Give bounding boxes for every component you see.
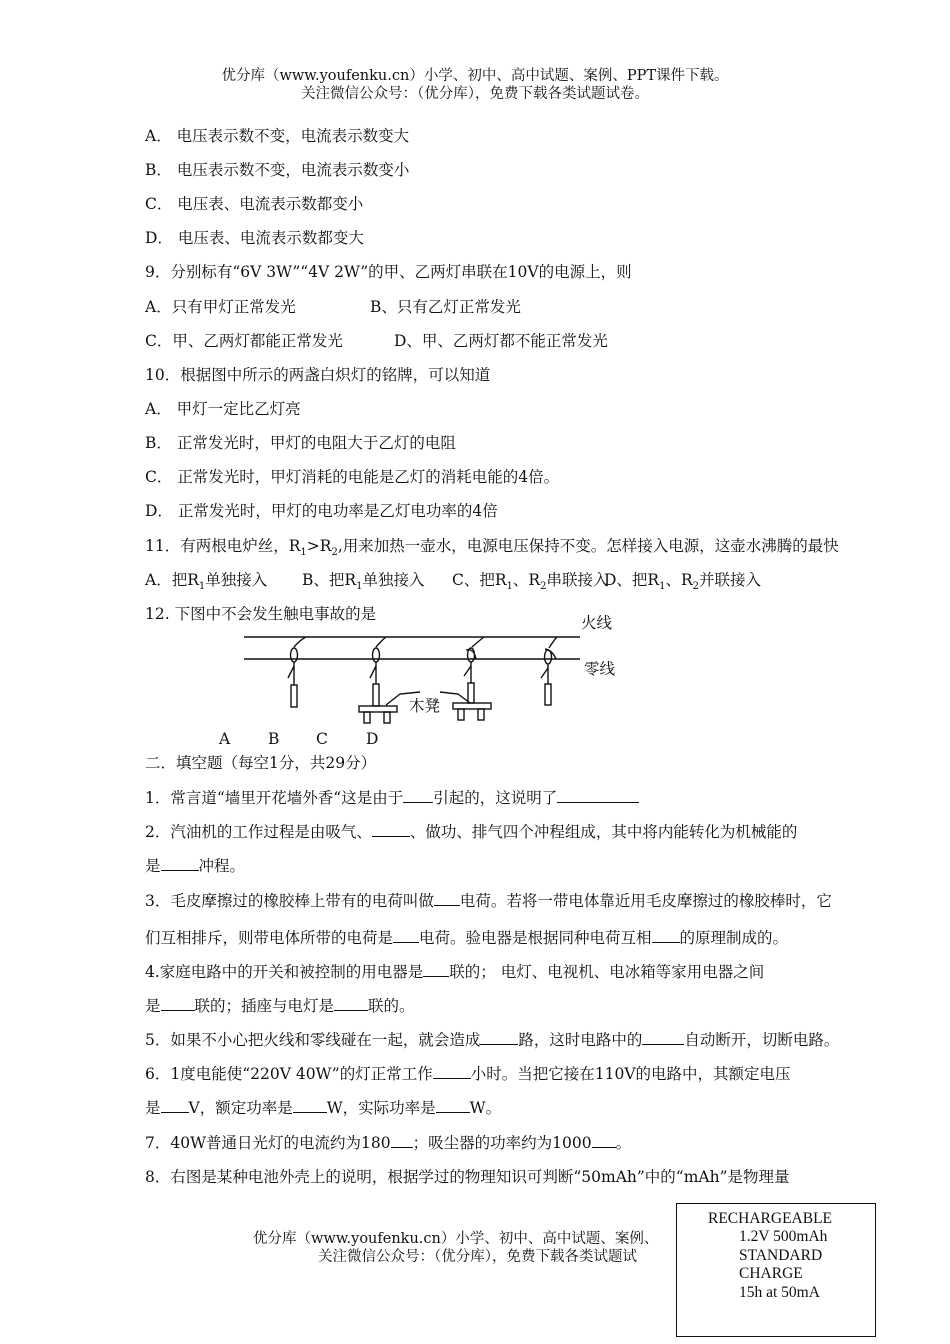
stool-label: 木凳 xyxy=(409,697,441,715)
blank[interactable] xyxy=(642,1030,684,1045)
blank[interactable] xyxy=(334,996,368,1011)
fill-q4-line2: 是 联的；插座与电灯是 联的。 xyxy=(145,997,415,1015)
fill-q1: 1．常言道“墙里开花墙外香“这是由于 引起的，这说明了 xyxy=(145,788,639,808)
q8-option-c: C． 电压表、电流表示数都变小 xyxy=(145,195,364,213)
q9-stem: 9．分别标有“6V 3W”“4V 2W”的甲、乙两灯串联在10V的电源上，则 xyxy=(145,263,632,281)
q10-option-c: C． 正常发光时，甲灯消耗的电能是乙灯的消耗电能的4倍。 xyxy=(145,468,560,486)
q11-stem: 11．有两根电炉丝，$R_1>R_2$,用来加热一壶水，电源电压保持不变。怎样接入电源，这壶水沸腾的最快 xyxy=(145,537,839,559)
blank[interactable] xyxy=(393,928,419,943)
page-header-line1: 优分库（www.youfenku.cn）小学、初中、高中试题、案例、PPT课件下载。 xyxy=(221,68,729,84)
diagram-label-b: B xyxy=(268,730,280,748)
q12-stem: 12. 下图中不会发生触电事故的是 xyxy=(145,605,377,623)
fill-q2-line2: 是 冲程。 xyxy=(145,857,246,875)
blank[interactable] xyxy=(423,962,449,977)
q10-stem: 10．根据图中所示的两盏白炽灯的铭牌，可以知道 xyxy=(145,366,491,384)
fill-q6-line2: 是 V，额定功率是 W，实际功率是 W。 xyxy=(145,1099,502,1117)
battery-label-line2: 1.2V 500mAh xyxy=(739,1228,828,1245)
blank[interactable] xyxy=(434,891,460,906)
blank[interactable] xyxy=(161,996,195,1011)
live-wire-label: 火线 xyxy=(581,614,613,632)
blank[interactable] xyxy=(293,1098,327,1113)
stool-c xyxy=(453,703,491,720)
fill-q3-line2: 们互相排斥，则带电体所带的电荷是 电荷。验电器是根据同种电荷互相 的原理制成的。 xyxy=(145,929,789,947)
q11-option-d: D、把$R_1$、$R_2$并联接入 xyxy=(604,571,762,593)
page-footer-line1: 优分库（www.youfenku.cn）小学、初中、高中试题、案例、 xyxy=(253,1231,659,1247)
stool-b xyxy=(359,706,397,723)
blank[interactable] xyxy=(652,928,680,943)
q10-option-d: D． 正常发光时，甲灯的电功率是乙灯电功率的4倍 xyxy=(145,502,498,520)
q11-option-c: C、把$R_1$、$R_2$串联接入 xyxy=(452,571,609,593)
fill-q4-line1: 4.家庭电路中的开关和被控制的用电器是 联的； 电灯、电视机、电冰箱等家用电器之间 xyxy=(145,963,765,981)
q8-option-b: B． 电压表示数不变，电流表示数变小 xyxy=(145,161,410,179)
fill-q7: 7．40W普通日光灯的电流约为180 ；吸尘器的功率约为1000 。 xyxy=(145,1134,632,1152)
fill-q3-line1: 3．毛皮摩擦过的橡胶棒上带有的电荷叫做 电荷。若将一带电体靠近用毛皮摩擦过的橡胶棒时，它 xyxy=(145,892,832,910)
fill-q5: 5．如果不小心把火线和零线碰在一起，就会造成 路，这时电路中的 自动断开，切断电路。 xyxy=(145,1031,840,1049)
blank[interactable] xyxy=(436,1098,470,1113)
blank[interactable] xyxy=(403,788,433,803)
blank[interactable] xyxy=(391,1133,413,1148)
page-footer-line2: 关注微信公众号：（优分库），免费下载各类试题试 xyxy=(318,1249,637,1265)
section2-title: 二．填空题（每空1分，共29分） xyxy=(145,754,377,772)
q10-option-b: B． 正常发光时，甲灯的电阻大于乙灯的电阻 xyxy=(145,434,456,452)
q8-option-a: A． 电压表示数不变，电流表示数变大 xyxy=(145,127,410,145)
diagram-label-c: C xyxy=(316,730,328,748)
neutral-wire-label: 零线 xyxy=(584,660,616,678)
battery-label-line1: RECHARGEABLE xyxy=(708,1210,832,1227)
q9-option-a: A．只有甲灯正常发光 xyxy=(145,298,296,316)
q9-option-b: B、只有乙灯正常发光 xyxy=(370,298,521,316)
q8-option-d: D． 电压表、电流表示数都变大 xyxy=(145,229,364,247)
person-d xyxy=(541,637,557,705)
fill-q6-line1: 6．1度电能使“220V 40W”的灯正常工作 小时。当把它接在110V的电路中，其额定电压 xyxy=(145,1065,791,1083)
blank[interactable] xyxy=(480,1030,518,1045)
battery-label-box xyxy=(676,1203,876,1337)
person-c xyxy=(464,637,484,703)
q9-option-c: C．甲、乙两灯都能正常发光 xyxy=(145,332,343,350)
q10-option-a: A． 甲灯一定比乙灯亮 xyxy=(145,400,301,418)
blank[interactable] xyxy=(433,1064,471,1079)
blank[interactable] xyxy=(161,856,199,871)
battery-label-line3: STANDARD xyxy=(739,1247,823,1264)
blank[interactable] xyxy=(372,822,410,837)
q9-option-d: D、甲、乙两灯都不能正常发光 xyxy=(394,332,608,350)
battery-label-line4: CHARGE xyxy=(739,1265,803,1282)
diagram-label-a: A xyxy=(219,730,231,748)
page-header-line2: 关注微信公众号：（优分库），免费下载各类试题试卷。 xyxy=(301,86,649,102)
blank[interactable] xyxy=(557,788,639,803)
person-b xyxy=(370,637,386,706)
blank[interactable] xyxy=(161,1098,189,1113)
q11-option-b: B、把$R_1$单独接入 xyxy=(302,571,425,593)
q11-option-a: A．把$R_1$单独接入 xyxy=(145,571,268,593)
person-a xyxy=(288,637,306,707)
fill-q8: 8．右图是某种电池外壳上的说明，根据学过的物理知识可判断“50mAh”中的“mAh”是物理量 xyxy=(145,1168,790,1186)
diagram-label-d: D xyxy=(366,730,379,748)
battery-label-line5: 15h at 50mA xyxy=(739,1284,820,1301)
fill-q2-line1: 2．汽油机的工作过程是由吸气、 、做功、排气四个冲程组成，其中将内能转化为机械能的 xyxy=(145,823,798,841)
blank[interactable] xyxy=(592,1133,616,1148)
